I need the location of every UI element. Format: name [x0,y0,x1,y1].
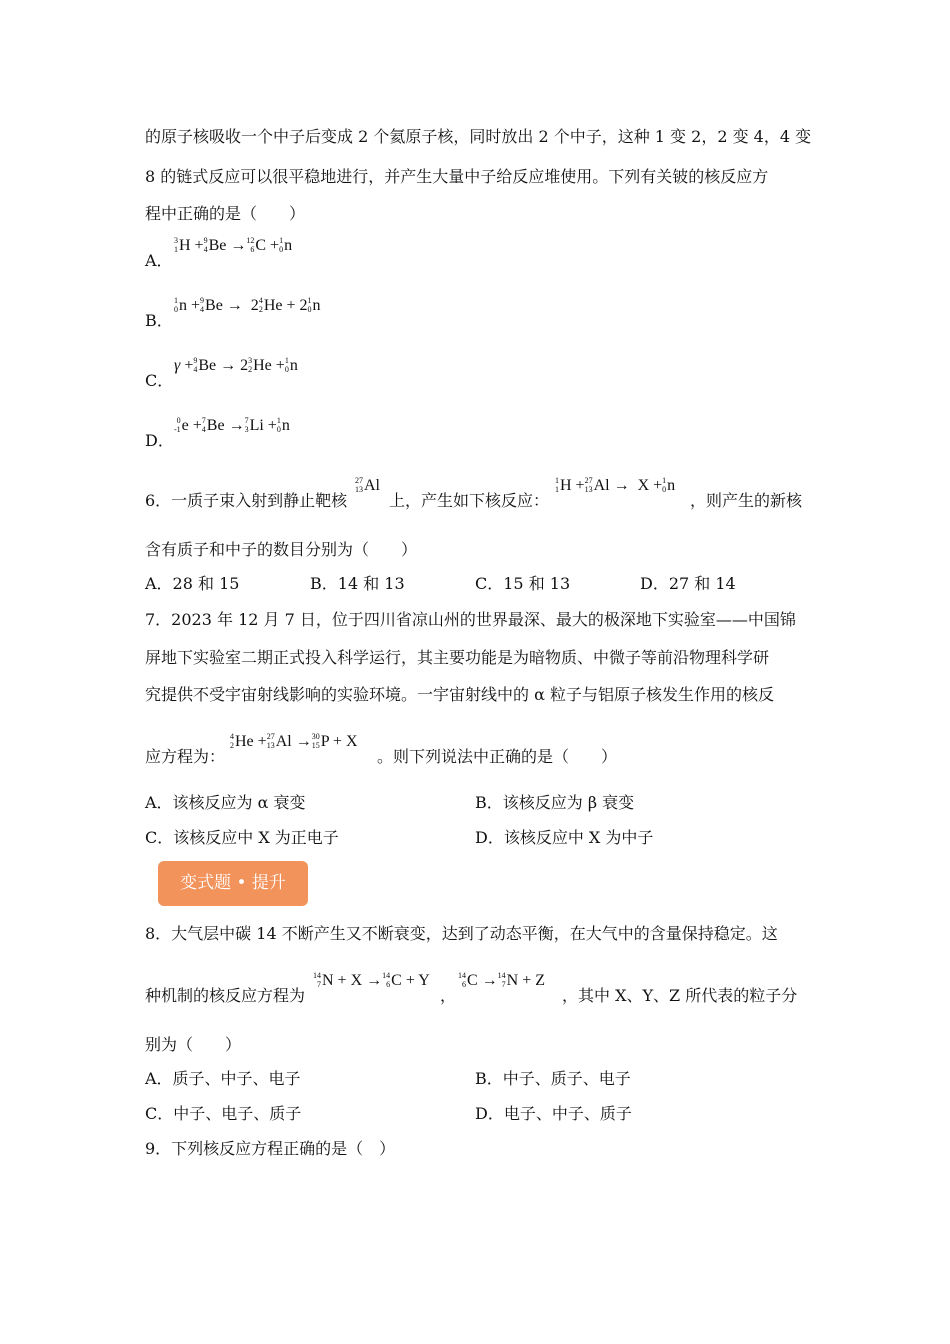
q7-option-c[interactable]: C．该核反应中 X 为正电子 [145,828,339,847]
q5-option-c-equation: γ + 9 4 Be → 2 3 2 He + 1 0 n [174,356,298,375]
q8-line2-suffix: ，其中 X、Y、Z 所代表的粒子分 [562,986,798,1005]
q8-option-a[interactable]: A．质子、中子、电子 [145,1069,301,1088]
q7-option-a[interactable]: A．该核反应为 α 衰变 [145,793,306,812]
q8-equation-1: 14 7 N + X → 14 6 C + Y [313,971,430,990]
q6-option-a[interactable]: A．28 和 15 [145,574,240,593]
q7-text-line3: 究提供不受宇宙射线影响的实验环境。一宇宙射线中的 α 粒子与铝原子核发生作用的核反 [145,685,774,704]
q5-option-c-label[interactable]: C． [145,371,174,390]
q6-mid: 上，产生如下核反应： [389,491,550,510]
q6-text-line2: 含有质子和中子的数目分别为（ ） [145,540,418,559]
q5-option-b-equation: 1 0 n + 9 4 Be → 2 4 2 He + 2 1 0 n [174,296,321,315]
q9-text-line1: 9．下列核反应方程正确的是（ ） [145,1139,396,1158]
q5-text-line1: 的原子核吸收一个中子后变成 2 个氦原子核，同时放出 2 个中子，这种 1 变 2，2 变 4，4 变 [145,127,812,146]
q8-text-line3: 别为（ ） [145,1035,242,1054]
q7-line4-suffix: 。则下列说法中正确的是（ ） [377,747,618,766]
q5-option-d-equation: 0 -1 e + 7 4 Be → 7 3 Li + 1 0 n [174,416,290,435]
q6-option-d[interactable]: D．27 和 14 [640,574,736,593]
q7-option-d[interactable]: D．该核反应中 X 为中子 [475,828,654,847]
q8-option-d[interactable]: D．电子、中子、质子 [475,1104,632,1123]
q7-line4-prefix: 应方程为： [145,747,226,766]
q6-option-c[interactable]: C．15 和 13 [475,574,571,593]
q6-option-b[interactable]: B．14 和 13 [310,574,405,593]
variant-question-badge: 变式题 • 提升 [158,861,308,906]
q5-option-b-label[interactable]: B． [145,311,173,330]
q6-target-nucleus: 27 13 Al [355,476,380,495]
q7-text-line2: 屏地下实验室二期正式投入科学运行，其主要功能是为暗物质、中微子等前沿物理科学研 [145,648,770,667]
q8-option-b[interactable]: B．中子、质子、电子 [475,1069,631,1088]
q5-option-a-equation: 3 1 H + 9 4 Be → 12 6 C + 1 0 n [174,236,293,255]
q8-equation-2: 14 6 C → 14 7 N + Z [458,971,546,990]
q7-text-line1: 7．2023 年 12 月 7 日，位于四川省凉山州的世界最深、最大的极深地下实验室——中国锦 [145,610,796,629]
q7-reaction: 4 2 He + 27 13 Al → 30 15 P + X [230,732,358,751]
q5-text-line2: 8 的链式反应可以很平稳地进行，并产生大量中子给反应堆使用。下列有关铍的核反应方 [145,167,769,186]
q6-prefix: 6．一质子束入射到静止靶核 [145,491,348,510]
q8-separator: ， [440,986,457,1005]
q5-option-d-label[interactable]: D． [145,431,174,450]
q8-line2-prefix: 种机制的核反应方程为 [145,986,306,1005]
q6-reaction: 1 1 H + 27 13 Al → X + 1 0 n [555,476,676,495]
q5-text-line3: 程中正确的是（ ） [145,204,306,223]
q5-option-a-label[interactable]: A． [145,251,173,270]
q8-option-c[interactable]: C．中子、电子、质子 [145,1104,302,1123]
q7-option-b[interactable]: B．该核反应为 β 衰变 [475,793,635,812]
q8-text-line1: 8．大气层中碳 14 不断产生又不断衰变，达到了动态平衡，在大气中的含量保持稳定。这 [145,924,778,943]
q6-suffix: ，则产生的新核 [690,491,803,510]
